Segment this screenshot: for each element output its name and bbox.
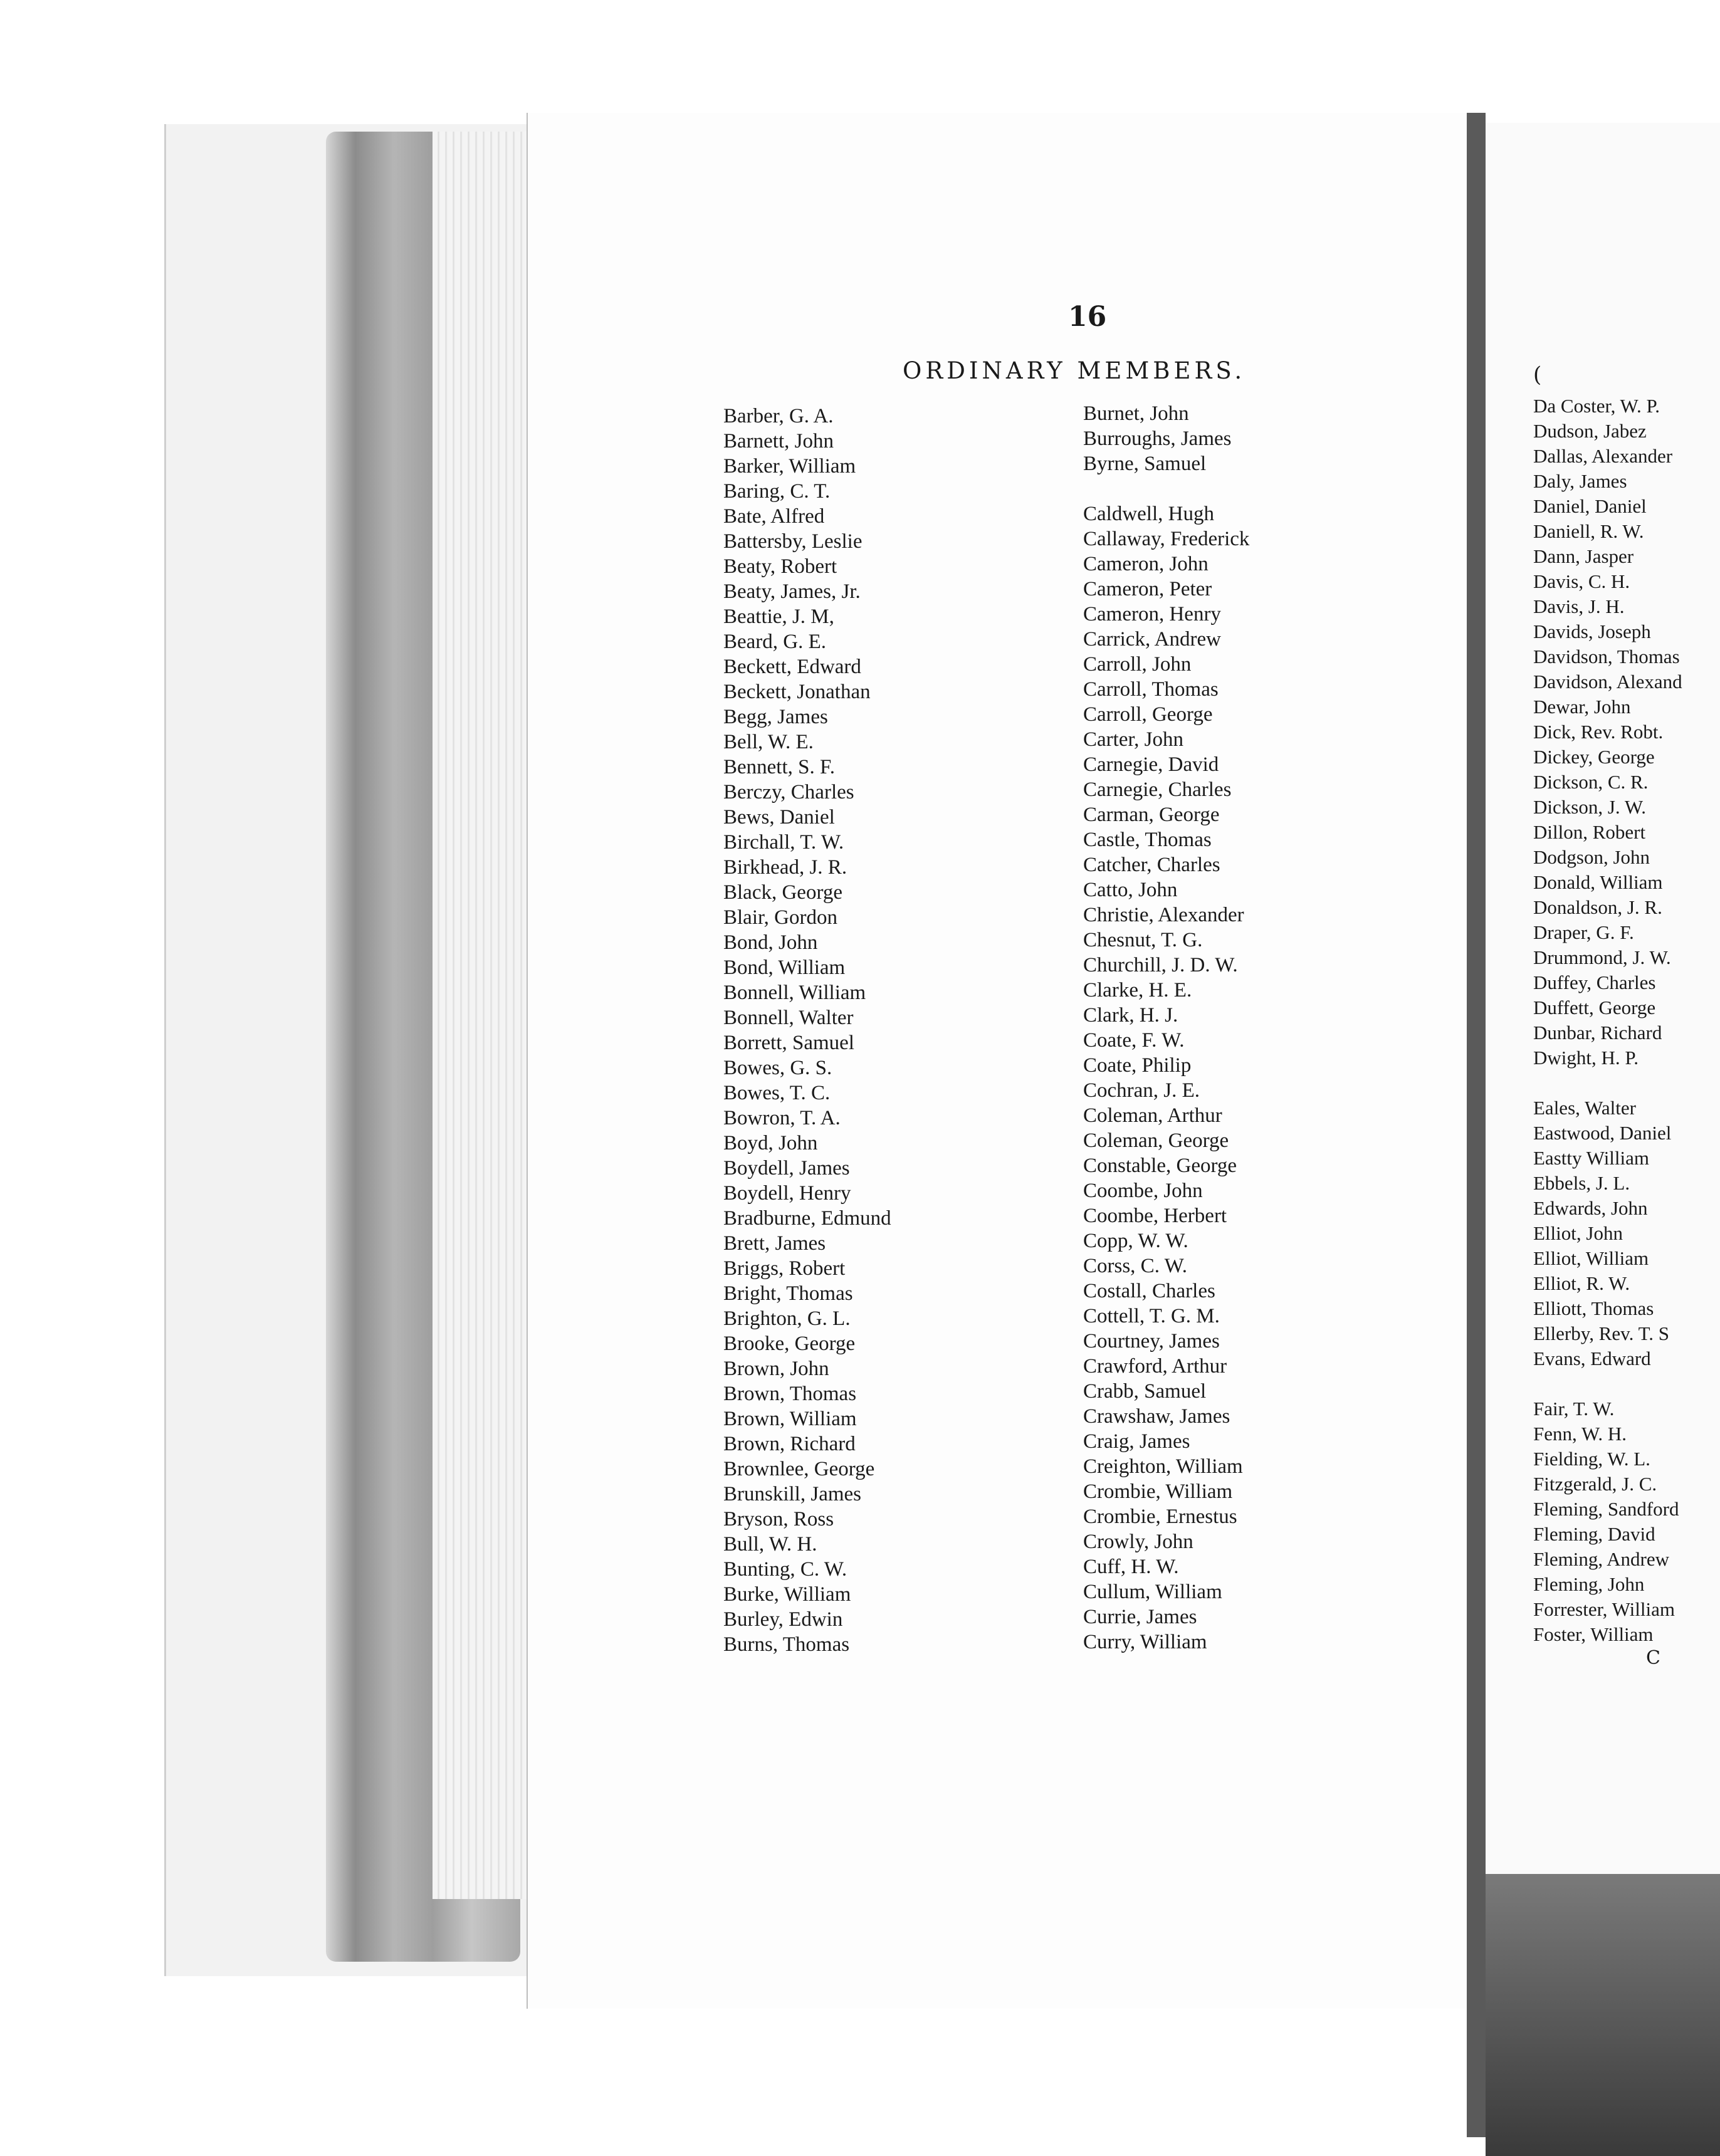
- member-name: Birchall, T. W.: [723, 831, 844, 854]
- member-name: Creighton, William: [1083, 1455, 1243, 1478]
- member-name: Eastwood, Daniel: [1533, 1122, 1672, 1144]
- member-name: Boyd, John: [723, 1132, 818, 1154]
- member-name: Dwight, H. P.: [1533, 1047, 1639, 1069]
- member-name: Cochran, J. E.: [1083, 1079, 1200, 1102]
- member-name: Dickson, C. R.: [1533, 771, 1649, 793]
- member-name: Carroll, Thomas: [1083, 678, 1219, 701]
- member-name: Brown, Thomas: [723, 1383, 857, 1405]
- member-name: Cameron, John: [1083, 553, 1209, 575]
- member-name: Bowes, G. S.: [723, 1057, 832, 1079]
- member-name: Coate, Philip: [1083, 1054, 1192, 1077]
- member-name: Brighton, G. L.: [723, 1307, 851, 1330]
- member-name: Clark, H. J.: [1083, 1004, 1178, 1027]
- member-name: Boydell, Henry: [723, 1182, 851, 1205]
- member-name: Bennett, S. F.: [723, 756, 835, 778]
- member-name: Begg, James: [723, 706, 828, 728]
- member-name: Bate, Alfred: [723, 505, 825, 528]
- member-name: Fitzgerald, J. C.: [1533, 1473, 1657, 1495]
- member-name: Eales, Walter: [1533, 1097, 1636, 1119]
- member-name: Bull, W. H.: [723, 1533, 817, 1556]
- member-name: Byrne, Samuel: [1083, 453, 1207, 475]
- member-name: Bradburne, Edmund: [723, 1207, 891, 1230]
- member-name: Ebbels, J. L.: [1533, 1172, 1630, 1194]
- page-gutter-shadow: [1467, 113, 1486, 2137]
- member-name: Dickson, J. W.: [1533, 796, 1646, 818]
- member-name: Brunskill, James: [723, 1483, 861, 1505]
- member-name: Davis, J. H.: [1533, 595, 1625, 617]
- member-name: Cottell, T. G. M.: [1083, 1305, 1220, 1327]
- member-name: Coleman, Arthur: [1083, 1104, 1222, 1127]
- member-name: Bright, Thomas: [723, 1282, 853, 1305]
- member-name: Bell, W. E.: [723, 731, 814, 753]
- member-name: Burns, Thomas: [723, 1633, 850, 1656]
- member-name: Duffey, Charles: [1533, 971, 1656, 993]
- member-name: Fielding, W. L.: [1533, 1448, 1650, 1470]
- member-name: Carter, John: [1083, 728, 1183, 751]
- page-number: 16: [1068, 301, 1107, 333]
- member-name: Carroll, George: [1083, 703, 1213, 726]
- member-name: Brown, Richard: [723, 1433, 856, 1455]
- member-name: Bonnell, Walter: [723, 1007, 854, 1029]
- group-spacer: [1083, 476, 1249, 501]
- member-name: Curry, William: [1083, 1631, 1207, 1653]
- member-name: Bonnell, William: [723, 981, 866, 1004]
- member-name: Foster, William: [1533, 1623, 1654, 1645]
- member-name: Beattie, J. M,: [723, 605, 834, 628]
- member-name: Blair, Gordon: [723, 906, 837, 929]
- member-name: Catto, John: [1083, 879, 1178, 901]
- member-name: Berczy, Charles: [723, 781, 854, 803]
- member-name: Castle, Thomas: [1083, 829, 1212, 851]
- member-name: Costall, Charles: [1083, 1280, 1215, 1302]
- member-name: Dann, Jasper: [1533, 545, 1634, 567]
- member-name: Beckett, Edward: [723, 656, 861, 678]
- member-name: Corss, C. W.: [1083, 1255, 1187, 1277]
- member-name: Carrick, Andrew: [1083, 628, 1221, 651]
- member-name: Daly, James: [1533, 470, 1627, 492]
- member-name: Crawford, Arthur: [1083, 1355, 1227, 1378]
- member-name: Fleming, David: [1533, 1523, 1655, 1545]
- main-page: [527, 113, 1481, 2009]
- member-name: Bryson, Ross: [723, 1508, 834, 1531]
- member-name: Battersby, Leslie: [723, 530, 863, 553]
- member-name: Burnet, John: [1083, 402, 1189, 425]
- member-name: Elliot, John: [1533, 1222, 1623, 1244]
- member-name: Brett, James: [723, 1232, 826, 1255]
- member-name: Beckett, Jonathan: [723, 681, 871, 703]
- member-name: Briggs, Robert: [723, 1257, 846, 1280]
- member-name: Dillon, Robert: [1533, 821, 1646, 843]
- member-name: Cameron, Henry: [1083, 603, 1221, 625]
- member-name: Fleming, John: [1533, 1573, 1645, 1595]
- member-name: Edwards, John: [1533, 1197, 1648, 1219]
- member-name: Elliot, William: [1533, 1247, 1649, 1269]
- member-name: Craig, James: [1083, 1430, 1190, 1453]
- member-name: Barker, William: [723, 455, 856, 478]
- member-name: Bews, Daniel: [723, 806, 835, 829]
- member-name: Forrester, William: [1533, 1598, 1675, 1620]
- group-spacer: [1533, 1371, 1720, 1396]
- member-name: Dewar, John: [1533, 696, 1631, 718]
- member-name: Black, George: [723, 881, 842, 904]
- member-name: Burley, Edwin: [723, 1608, 843, 1631]
- member-name: Constable, George: [1083, 1154, 1237, 1177]
- member-name: Caldwell, Hugh: [1083, 503, 1214, 525]
- member-name: Elliott, Thomas: [1533, 1297, 1654, 1319]
- member-name: Dodgson, John: [1533, 846, 1650, 868]
- member-name: Bond, William: [723, 956, 846, 979]
- member-name: Drummond, J. W.: [1533, 946, 1671, 968]
- member-name: Draper, G. F.: [1533, 921, 1634, 943]
- member-name: Baring, C. T.: [723, 480, 831, 503]
- member-name: Crabb, Samuel: [1083, 1380, 1207, 1403]
- member-name: Cuff, H. W.: [1083, 1556, 1179, 1578]
- member-name: Boydell, James: [723, 1157, 850, 1180]
- member-name: Ellerby, Rev. T. S: [1533, 1322, 1669, 1344]
- section-title: ORDINARY MEMBERS.: [903, 357, 1246, 384]
- next-page-dark-edge: [1486, 1874, 1720, 2156]
- member-name: Beaty, James, Jr.: [723, 580, 861, 603]
- member-name: Davis, C. H.: [1533, 570, 1630, 592]
- member-name: Borrett, Samuel: [723, 1032, 854, 1054]
- member-name: Coombe, John: [1083, 1180, 1203, 1202]
- member-name: Churchill, J. D. W.: [1083, 954, 1238, 976]
- member-name: Bowes, T. C.: [723, 1082, 831, 1104]
- member-column-left: [723, 404, 891, 1657]
- member-name: Davidson, Alexand: [1533, 671, 1682, 693]
- member-name: Brooke, George: [723, 1332, 856, 1355]
- member-name: Dick, Rev. Robt.: [1533, 721, 1664, 743]
- member-name: Dudson, Jabez: [1533, 420, 1647, 442]
- group-spacer: [1533, 1070, 1720, 1096]
- member-name: Brown, William: [723, 1408, 857, 1430]
- member-name: Crawshaw, James: [1083, 1405, 1230, 1428]
- member-name: Callaway, Frederick: [1083, 528, 1250, 550]
- member-name: Fair, T. W.: [1533, 1398, 1615, 1420]
- member-name: Chesnut, T. G.: [1083, 929, 1203, 951]
- member-name: Donaldson, J. R.: [1533, 896, 1662, 918]
- member-name: Evans, Edward: [1533, 1348, 1651, 1369]
- member-name: Coleman, George: [1083, 1129, 1229, 1152]
- member-name: Coombe, Herbert: [1083, 1205, 1227, 1227]
- member-name: Fleming, Sandford: [1533, 1498, 1679, 1520]
- member-name: Barber, G. A.: [723, 405, 834, 427]
- member-name: Copp, W. W.: [1083, 1230, 1188, 1252]
- member-name: Beaty, Robert: [723, 555, 837, 578]
- page-leaves: [433, 132, 527, 1899]
- member-name: Christie, Alexander: [1083, 904, 1244, 926]
- member-name: Davids, Joseph: [1533, 620, 1651, 642]
- member-name: Crombie, Ernestus: [1083, 1505, 1237, 1528]
- member-name: Burroughs, James: [1083, 427, 1232, 450]
- member-name: Barnett, John: [723, 430, 834, 453]
- member-name: Catcher, Charles: [1083, 854, 1220, 876]
- member-name: Carroll, John: [1083, 653, 1192, 676]
- member-name: Beard, G. E.: [723, 631, 827, 653]
- member-name: Davidson, Thomas: [1533, 646, 1680, 667]
- member-name: Elliot, R. W.: [1533, 1272, 1630, 1294]
- member-name: Cullum, William: [1083, 1581, 1222, 1603]
- member-name: Duffett, George: [1533, 997, 1656, 1018]
- member-name: Donald, William: [1533, 871, 1663, 893]
- member-name: Crombie, William: [1083, 1480, 1233, 1503]
- member-name: Currie, James: [1083, 1606, 1197, 1628]
- member-name: Clarke, H. E.: [1083, 979, 1192, 1002]
- member-name: Fleming, Andrew: [1533, 1548, 1669, 1570]
- member-name: Bond, John: [723, 931, 818, 954]
- member-name: Burke, William: [723, 1583, 851, 1606]
- member-name: Bunting, C. W.: [723, 1558, 847, 1581]
- member-name: Brownlee, George: [723, 1458, 875, 1480]
- next-page-column: [1533, 394, 1720, 1647]
- member-name: Fenn, W. H.: [1533, 1423, 1627, 1445]
- member-name: Carman, George: [1083, 803, 1220, 826]
- next-page-heading-fragment: (: [1533, 362, 1542, 387]
- member-name: Courtney, James: [1083, 1330, 1220, 1353]
- member-name: Cameron, Peter: [1083, 578, 1212, 600]
- member-name: Crowly, John: [1083, 1531, 1193, 1553]
- member-name: Birkhead, J. R.: [723, 856, 847, 879]
- member-name: Da Coster, W. P.: [1533, 395, 1660, 417]
- member-name: Carnegie, Charles: [1083, 778, 1232, 801]
- member-column-right: [1083, 401, 1249, 1655]
- next-page-signature: C: [1646, 1647, 1660, 1669]
- member-name: Daniell, R. W.: [1533, 520, 1644, 542]
- member-name: Coate, F. W.: [1083, 1029, 1185, 1052]
- member-name: Carnegie, David: [1083, 753, 1219, 776]
- member-name: Daniel, Daniel: [1533, 495, 1647, 517]
- member-name: Eastty William: [1533, 1147, 1650, 1169]
- member-name: Bowron, T. A.: [723, 1107, 841, 1129]
- member-name: Dunbar, Richard: [1533, 1022, 1662, 1044]
- member-name: Dallas, Alexander: [1533, 445, 1673, 467]
- member-name: Brown, John: [723, 1358, 829, 1380]
- member-name: Dickey, George: [1533, 746, 1655, 768]
